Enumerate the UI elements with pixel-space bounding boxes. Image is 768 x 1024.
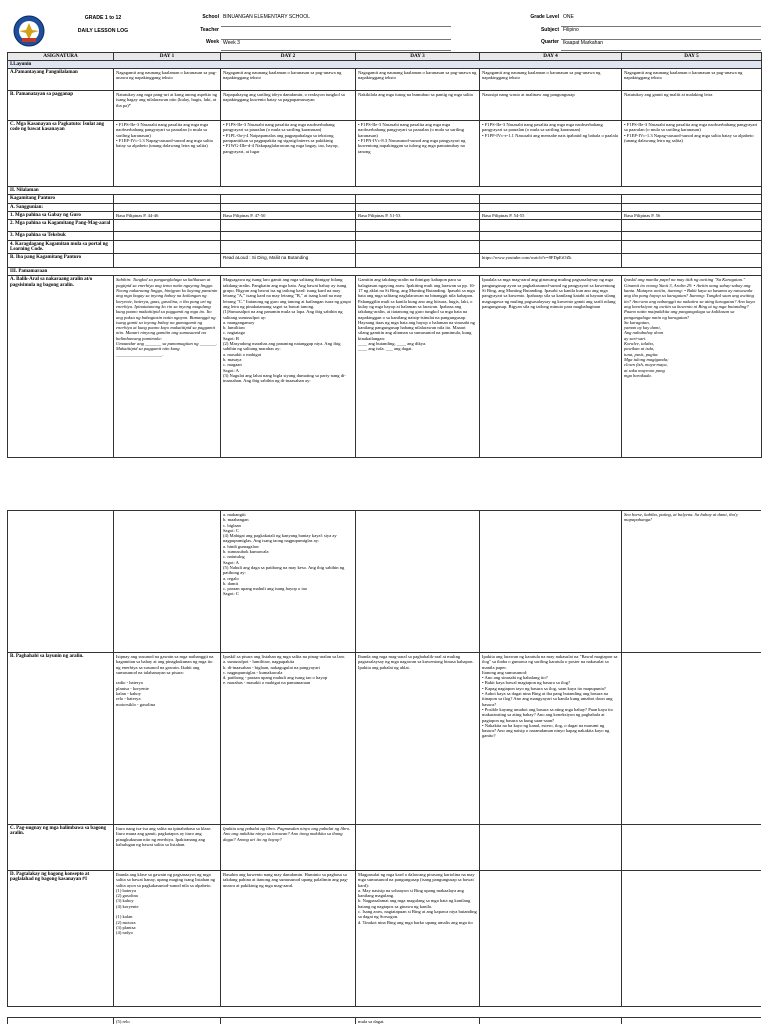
lesson-log-page-3 <box>7 1017 761 1024</box>
cell: Basa Pilipinas P. 54-55 <box>480 211 622 219</box>
cell: Ipakita ang pabalat ng libro. Pagmasdan ninyo ang pabalat ng libro. Ano ang nakikita ninyo sa larawan? Ano itong makikita sa ibang dagat? Anong uri ito ng hayop? <box>221 825 356 871</box>
cell: • F1PS-IIe-3 Nasasabi nang pasalita ang mga mga naobserbahang pangyayari sa paaralan (o mula sa sariling karanasan) • F1PN-IVc-8.3 Nasusunod-sunod ang mga pangyayari ng kuwentong napakinggan sa tulong ng mga pamatnubay na tanong <box>356 121 480 187</box>
cell: Basa Pilipinas P. 56 <box>622 211 762 219</box>
cell: Sabihin: Tungkol sa panganglalaga sa kalikasan at pagtipid sa enerhiya ang tema natin ngayong linggo. Noong nakaraang linggo, binigyan ko kayong pansinin ang mga bagay sa inyong bahay na kailangan ng koryente, baterya, gaas, gasolina, o iba pang uri ng enerhiya. Ipinatatanong ko rin sa inyong magulang kung paano makatitipid sa paggamit ng mga ito. Ito ang paksa ng babagtasin natin ngayon. Bumanggit ng isang gamit sa inyong bahay na gumagamit ng enerhiya at kung paano kayo makatitipid sa paggamit nito. Maaari ninyong gamitin ang sumusunod na halimbawang pamimula: Umaandar ang _______ sa pamamagitan ng _______. Makatitipid sa paggamit nito kung ____________________. <box>114 276 221 458</box>
log-title: DAILY LESSON LOG <box>77 27 129 34</box>
cell: Gamitin ang takdang-aralin na ibinigay kahapon para sa balagtasan ngayong araw. Ipakiting muli ang larawan sa pp. 16-17 ng aklat na Si Bing, ang Munting Butanding. Ipasabi sa mga bata ang mga salitang naglalarawan na binanggit nila kahapon. Pahanggilin muli sa kanila kung ano ang hitsura, hugis, laki, o kulay ng mga hayop at halaman sa larawan. Ipabasa ang takdang-aralin, at itatanong ng guro tungkol sa mga bata na napakinggan o sa kanilang naisip-isinulat na pangungusap. Hayaang itaas ng mga bata ang hayop o halaman na sinasabi ng kanilang pangungusap habang nilalarawan nila ito. Maaari silang gamitin ang alinman sa sumusunod na pamimula, kung kinakailangan: ____ ang butanding. ____ ang dikya. ____ ang isda. ___ ang dagat. <box>356 276 480 458</box>
cell <box>356 254 480 268</box>
week-label: Week <box>206 39 219 46</box>
cell <box>114 511 221 653</box>
row-pamantayang <box>8 69 762 91</box>
row-label: 1. Mga pahina sa Gabay ng Guro <box>8 211 114 219</box>
cell: Basa Pilipinas P. 51-53 <box>356 211 480 219</box>
row-label: A.Pamantayang Pangnilalaman <box>8 69 114 91</box>
cell <box>622 653 762 825</box>
cell <box>480 825 622 871</box>
header-table <box>7 14 761 51</box>
row-gabay <box>8 211 762 219</box>
cell: Ibanda ang klase sa gawain ng pagsasaayos ng mga salita sa bawat hanay, upang maging isang listahan ng salita ayon sa pagkakasunod-sunod nila sa alpabeto. (1) baterya (2) gasolina (3) kahoy (4) koryente (1) kalan (2) motora (3) plantsa (4) radyo <box>114 871 221 1007</box>
cell: Ibanda ang mga mag-aaral sa pagbabalik-aral at muling pagsasalaysay ng mga nagawan sa kuwentong binasa kahapon. Ipakita ang pabalat ng aklat. <box>356 653 480 825</box>
grade-label: Grade Level <box>530 14 559 20</box>
cell: Basa Pilipinas P. 44-46 <box>114 211 221 219</box>
lesson-table-2 <box>7 510 761 1007</box>
deped-seal-icon <box>9 14 49 48</box>
teacher-value <box>221 27 451 40</box>
row-kasanayan <box>8 121 762 187</box>
cell: • F1PS-IIe-3 Nasasabi nang pasalita ang mga mga naobserbahang pangyayari sa paaralan (o mula sa sariling karanasan) • F1PP-IVc-e-1.1 Nasusabi ang mensahe nais ipabatid ng babala o paalala <box>480 121 622 187</box>
week-value: Week 3 <box>221 39 451 50</box>
cell <box>622 1018 762 1024</box>
row-kagamitan: Kagamitang Panturo <box>8 195 114 203</box>
cell: (5) relo <box>114 1018 221 1024</box>
cell: Nagagamit ang naunang kaalaman o karanasan sa pag-unawa ng napakinggang teksto <box>480 69 622 91</box>
row-mag-aaral: 2. Mga pahina sa Kagamitang Pang-Mag-aaral <box>8 220 114 232</box>
youtube-link[interactable]: https://www.youtube.com/watch?v=8FDpEiOZk <box>480 254 622 268</box>
cell: • F1PS-IIe-3 Nasasabi nang pasalita ang mga naobserbahang pangyayari sa paaralan (o mula sa sariling karanasan) • F1EP-IVc-1.3 Napag-uusuod-sunod ang mga salita batay sa alpabeto (unang dalawang letra ng salita) <box>622 121 762 187</box>
cell: Nasusipi nang wasto at malinaw ang pangungusap <box>480 91 622 121</box>
row-label: C. Mga Kasanayan sa Pagkatuto: Isulat ang code ng bawat kasanayan <box>8 121 114 187</box>
cell: a. makangiti b. maabangan c. biglaan Sagot: C (4) Mabigat ang pagkakatali ng kanyang bantay kaya't siya ay nagpupumiglas. Ang isang taong nagpupumiglas ay: a. hindi gumagalaw b. sumusubok kumawala c. natutulog Sagot: A (5) Nahuli ang daga sa patibong na may keso. Ang ibig sabihin ng patibong ay: a. regalo b. damit c. paraan upang mahuli ang isang hayop o tao Sagot: C <box>221 511 356 653</box>
cell: Ipaskil sa pisara ang listahan ng mga salita na pinag-aralan sa laro. a. sumusulpot - lumilitaw, nagpapakita b. di-inaasahan - biglaan, nakagugulat na pangyayari c. nagpupumiglas - kumakawala d. patibong - paraan upang mahuli ang isang tao o hayop e. marahas - masakit o mabigat na pamamaraan <box>221 653 356 825</box>
subject-label: Subject <box>540 26 559 33</box>
row-continuation <box>8 511 762 653</box>
lesson-table-1 <box>7 52 762 459</box>
cell: Nagagamit ang naunang kaalaman o karanasan sa pag-unawa ng napakinggang teksto <box>622 69 762 91</box>
cell: Natutukoy ang mga pang-uri at kung anong aspekto ng isang bagay ang nilalarawan nito (kulay, hugis, laki, at iba pa)* <box>114 91 221 121</box>
quarter-value: Ikaapat Markahan <box>561 39 761 50</box>
cell <box>356 825 480 871</box>
cell: Basahin ang kuwento nang may damdamin. Huminto sa pagbasa sa takdang pahina at itanong ang sumusunod upang palalimin ang pag-unawa at pakikinig ng mga mag-aaral. <box>221 871 356 1007</box>
cell: Isipnay ang susunod na gawain sa mga naibanggit na kagamitan sa bahay at ang pinagkukunan ng mga ito ng enerhiya sa susunod na gawain. Ikabit ang sumusunod na talahanayan sa pisara: radio - baterya plantsa - koryente kalan - kahoy relo - baterya motorsiklo - gasolina <box>114 653 221 825</box>
row-pagganap <box>8 91 762 121</box>
school-logo <box>7 14 55 50</box>
row-balik-aral <box>8 276 762 458</box>
cell: Natutukoy ang gamit ng maliit at malaking letra <box>622 91 762 121</box>
cell: • F1PS-IIe-3 Nasasabi nang pasalita ang mga naobserbahang pangyayari sa paaralan (o mula sa sariling karanasan) • F1PL-0a-j-4 Naipapamalas ang pagpapahalaga sa tekstong pampanitikan sa pagpapakita ng sigasig/interes sa pakikinig • F1WG-IIIe-d-4 Nakapaglalarawan ng mga bagay, tao, hayop, pangyayari, at lugar <box>221 121 356 187</box>
cell: • F1PS-IIe-3 Nasasabi nang pasalita ang mga mga naobserbahang pangyayari sa paaralan (o mula sa sariling karanasan) • F1EP-IVc-1.3 Napag-uusuod-sunod ang mga salita batay sa alpabeto (unang dalawang letra ng salita) <box>114 121 221 187</box>
school-label: School <box>202 14 219 20</box>
section-nilalaman: II. Nilalaman <box>8 187 762 195</box>
lesson-table-3 <box>7 1017 761 1024</box>
row-iba <box>8 254 762 268</box>
cell: Ituro nang isa-isa ang salita na ipinababasa sa klase. Ituro muna ang gamit, pagkatapos ay ituro ang pinagkukunan nito ng enerhiya. Ipakiranang ang kahulugan ng bawat salita sa listahan. <box>114 825 221 871</box>
row-label: B. Paghahabi sa layunin ng aralin. <box>8 653 114 825</box>
row-label: C. Pag-uugnay ng mga halimbawa sa bagong aralin. <box>8 825 114 871</box>
school-value: BINUANGAN ELEMENTARY SCHOOL <box>221 14 451 27</box>
section-pamamaraan: III. Pamamaraan <box>8 268 762 276</box>
cell <box>622 871 762 1007</box>
lesson-log-page-1 <box>7 14 761 458</box>
row-label: B. Iba pang Kagamitang Panturo <box>8 254 114 268</box>
row-sanggunian: A. Sanggunian: <box>8 203 114 211</box>
read-aloud-cell: Read aLoud : Si Ding, Maliit na Butanding <box>221 254 356 268</box>
col-day-1: DAY 1 <box>114 52 221 60</box>
row-paghahabi <box>8 653 762 825</box>
cell <box>622 825 762 871</box>
cell <box>480 1018 622 1024</box>
row-label: D. Pagtalakay ng bagong konsepto at paglalahad ng bagong kasanayan #1 <box>8 871 114 1007</box>
cell <box>622 254 762 268</box>
row-portal: 4. Karagdagang Kagamitan mula sa portal ng Learning Code. <box>8 240 114 254</box>
cell: mula sa dagat. <box>356 1018 480 1024</box>
row-pagtalakay <box>8 871 762 1007</box>
cell <box>221 1018 356 1024</box>
cell <box>480 871 622 1007</box>
cell: Napapahayag ang sariling ideya damdamin, o reaksyon tungkol sa napakinggang kuwento batay sa pagpapamusayan <box>221 91 356 121</box>
column-header-row <box>8 52 762 60</box>
grade-level-title: GRADE 1 to 12 <box>84 15 122 21</box>
cell <box>480 511 622 653</box>
row-pagugnay <box>8 825 762 871</box>
row-teksbuk: 3. Mga pahina sa Teksbuk <box>8 232 114 240</box>
col-day-2: DAY 2 <box>221 52 356 60</box>
cell: Sea horse, kabiba, pating, at balyena. Sa buhay at dami, iba'y mapapahanga! <box>622 511 762 653</box>
cell: Ipaalala sa mga mag-aaral ang ginawang muling pagsasalaysay ng mga pangungusap ayon sa pagkakasunod-sunod ng pangyayari sa kuwentong Si Bing, ang Munting Butanding. Ipasabi sa kanila kun ano ang mga pangyayari sa kuwento. Ipaharap sila sa kanilang katabi at hayaan silang magsagawa ng muling pagsasalaysay ng kuwento gamit ang sarili nilang pangungusap. Bigyan sila ng tatlong minuto para magbahaginan <box>480 276 622 458</box>
col-day-5: DAY 5 <box>622 52 762 60</box>
col-day-3: DAY 3 <box>356 52 480 60</box>
teacher-label: Teacher <box>200 26 219 33</box>
quarter-label: Quarter <box>540 39 559 46</box>
cell: Ipaskil ang manila papel na may titik ng awiting "Sa Karagatan." Ginamit ito noong Yunit 3, Aralin 29. • Awitin nang sabay-sabay ang kanta. Matapos awitin, itanong: • Bakit kaya sa kasama ay nawawala ang iba pang hayop sa karagatan? Itanong: Tungkol saan ang awiting ito? Ano-ano ang nabanggit na nakatira sa ating karagatan? Ano kaya ang koneksiyon ng awitin sa kuwento ni Bing at ng mga butanding? Paano natin maipakikita ang pangangalaga sa kalikasan sa pangangalaga natin ng karagatan? Sa karagatan, yaman ay kay dami, Ang nabubuhay doon ay sari-sari. Koralee, talaba, pawikan at isda, tuna, pusit, pugita. Mga tulong magiganda; clown fish, maya-maya, at saka mayroon pang mga barakuda. <box>622 276 762 458</box>
row-label: A. Balik-Aral sa nakaraang aralin at/o pagsisimula ng bagong aralin. <box>8 276 114 458</box>
cell: Nagagamit ang naunang kaalaman o karanasan sa pag-unawa ng napakinggang teksto <box>114 69 221 91</box>
cell: Ipakita ang larawan ng karatula na may nakasulat na "Bawal magtapon sa ilog" sa ibaba o gumawa ng sariling karatula o poster na nakasulat sa manila paper. Itanong ang sumusunod: • Ano ang sinasabi ng babalang ito? • Bakit kaya bawal magtapon ng basura sa ilog? • Kapag nagtapon tayo ng basura sa ilog, saan kaya ito mapupunta? • Aabot kaya sa dagat nina Bing at iba pang butanding ang basura na itinapon sa ilog? Ano ang mangyayari sa kanila kung umabot doon ang basura? • Posible kayang umabot ang basura sa ating mga bahay? Paan kaya ito makararating sa ating bahay? Ano ang koneksiyon ng pagbabala at pagtapon ng basura sa kung saan-saan? • Nakakita na ba kayo ng kanal, estero, ilog, o dagat na marumi ng basura? Ano ang naisip o naramdaman ninyo kapag nakakita kayo ng ganito? <box>480 653 622 825</box>
cell: Basa Pilipinas P. 47-50 <box>221 211 356 219</box>
cell <box>356 511 480 653</box>
subject-value: Filipino <box>561 27 761 40</box>
row-label: B. Pamanatayan sa pagganap <box>8 91 114 121</box>
section-layunin: I.Layunin <box>8 60 762 68</box>
cell <box>114 254 221 268</box>
cell: Nakikilala ang mga tunog na bumubuo sa pantig ng mga salita <box>356 91 480 121</box>
cell: Nagagamit ang naunang kaalaman o karanasan sa pag-unawa ng napakinggang teksto <box>356 69 480 91</box>
cell: Magsagawa ng isang laro gamit ang mga salitang ibinigay bilang takdang-aralin. Pangkatin ang mga bata. Ang bawat bahay ay isang grupo. Bigyan ang bawat isa ng tatlong kard: isang kard na may letrang "A," isang kard na may letrang "B," at isang kard na may letrang "C." Itatanong ng guro ang tanong at kailangan isara ng grupo ang letra ng pinakatamang sagot sa bawat tanong. (1)Sumasalpot na ang panamin mula sa lapa. Ang ibig sabihin ng salitang sumusulpot ay: a. mangangamoy b. lumilitaw c. nagtatago Sagot: B (2) Masyadong marahas ang pananing natanggap niya. Ang ibig sabihin ng salitang marahas ay: a. masakit o mabigat b. masaya c. magaan Sagot: A (3) Nagulat ang lahat nang bigla siyang dumating sa party nang di-inaasahan. Ang ibig sabihin ng di-inaasahan ay: <box>221 276 356 458</box>
cell: Magpasulat ng mga kard o dalawang pirasong kartolina na may mga sumusunod na pangungusap (isang pangungusap sa bawat kard): a. May nasisip na sobaayon si Bing upang makaalaya ang kanilang magulang. b. Nagpasalamat ang mga magulang sa mga bata ng kanilang batang ng nagtapos sa ginawa ng kanila. c. Isang araw, nagtatapuan si Bing at ang kapawa niya butanding sa dagat ng Sorsogon. d. Tinakot nina Bing ang mga barko upang umalis ang mga ito <box>356 871 480 1007</box>
col-day-4: DAY 4 <box>480 52 622 60</box>
cell: Nagagamit ang naunang kaalaman o karanasan sa pag-unawa ng napakinggang teksto <box>221 69 356 91</box>
col-asignatura: ASIGNATURA <box>8 52 114 60</box>
lesson-log-page-2 <box>7 510 761 1008</box>
grade-value: ONE <box>561 14 761 27</box>
